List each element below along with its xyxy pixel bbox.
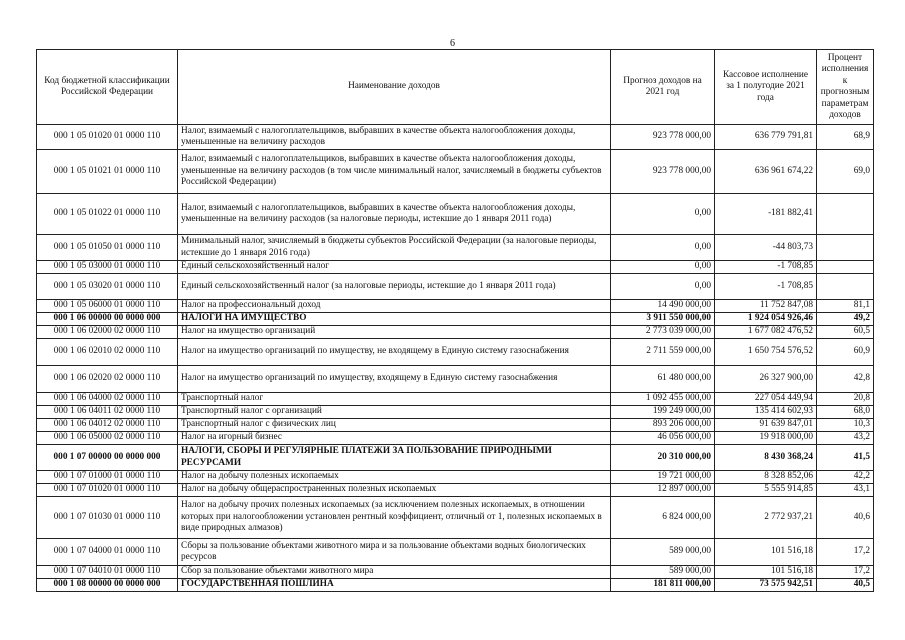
row-percent: 17,2 xyxy=(817,566,874,579)
row-forecast: 46 056 000,00 xyxy=(611,432,715,445)
table-row xyxy=(37,274,874,300)
row-actual: -1 708,85 xyxy=(715,261,817,274)
row-actual: -181 882,41 xyxy=(715,194,817,235)
row-percent: 41,5 xyxy=(817,445,874,471)
row-actual: 73 575 942,51 xyxy=(715,579,817,592)
row-code: 000 1 08 00000 00 0000 000 xyxy=(37,579,178,592)
row-code: 000 1 05 03020 01 0000 110 xyxy=(37,274,178,300)
row-forecast: 0,00 xyxy=(611,274,715,300)
row-name: Налог на добычу прочих полезных ископаемых (за исключением полезных ископаемых, в отношении которых при налогообложении установлен рентный коэффициент, отличный от 1, полезных ископаемых в виде природных алмазов) xyxy=(178,497,611,539)
table-row xyxy=(37,235,874,261)
row-actual: 2 772 937,21 xyxy=(715,497,817,539)
row-actual: 636 961 674,22 xyxy=(715,150,817,194)
row-forecast: 0,00 xyxy=(611,261,715,274)
row-actual: 91 639 847,01 xyxy=(715,419,817,432)
row-forecast: 61 480 000,00 xyxy=(611,366,715,393)
row-percent: 43,1 xyxy=(817,484,874,497)
table-row xyxy=(37,579,874,592)
row-percent xyxy=(817,194,874,235)
row-forecast: 3 911 550 000,00 xyxy=(611,313,715,326)
row-actual: 26 327 900,00 xyxy=(715,366,817,393)
table-row xyxy=(37,150,874,194)
row-forecast: 6 824 000,00 xyxy=(611,497,715,539)
row-percent: 40,6 xyxy=(817,497,874,539)
row-code: 000 1 07 01000 01 0000 110 xyxy=(37,471,178,484)
row-code: 000 1 06 02010 02 0000 110 xyxy=(37,339,178,366)
table-row xyxy=(37,339,874,366)
row-name: Налог на имущество организаций по имуществу, входящему в Единую систему газоснабжения xyxy=(178,366,611,393)
row-name: Сбор за пользование объектами животного мира xyxy=(178,566,611,579)
table-row xyxy=(37,125,874,150)
table-body xyxy=(37,125,874,592)
row-percent: 49,2 xyxy=(817,313,874,326)
row-code: 000 1 06 04000 02 0000 110 xyxy=(37,393,178,406)
table-row xyxy=(37,497,874,539)
table-row xyxy=(37,194,874,235)
table-row xyxy=(37,445,874,471)
table-row xyxy=(37,326,874,339)
header-code: Код бюджетной классификации Российской Федерации xyxy=(37,50,178,125)
row-forecast: 2 773 039 000,00 xyxy=(611,326,715,339)
header-forecast: Прогноз доходов на 2021 год xyxy=(611,50,715,125)
row-name: Налог, взимаемый с налогоплательщиков, выбравших в качестве объекта налогообложения доходы, уменьшенные на величину расходов (в том числе минимальный налог, зачисляемый в бюджеты субъектов Российской Федерации) xyxy=(178,150,611,194)
table-row xyxy=(37,393,874,406)
row-percent xyxy=(817,235,874,261)
row-percent: 81,1 xyxy=(817,300,874,313)
row-name: НАЛОГИ НА ИМУЩЕСТВО xyxy=(178,313,611,326)
row-name: ГОСУДАРСТВЕННАЯ ПОШЛИНА xyxy=(178,579,611,592)
row-forecast: 20 310 000,00 xyxy=(611,445,715,471)
header-name: Наименование доходов xyxy=(178,50,611,125)
row-name: Налог на добычу общераспространенных полезных ископаемых xyxy=(178,484,611,497)
row-name: Транспортный налог xyxy=(178,393,611,406)
row-forecast: 199 249 000,00 xyxy=(611,406,715,419)
row-code: 000 1 05 01050 01 0000 110 xyxy=(37,235,178,261)
table-row xyxy=(37,566,874,579)
row-forecast: 923 778 000,00 xyxy=(611,125,715,150)
row-code: 000 1 05 06000 01 0000 110 xyxy=(37,300,178,313)
row-actual: 5 555 914,85 xyxy=(715,484,817,497)
row-actual: -1 708,85 xyxy=(715,274,817,300)
row-percent xyxy=(817,274,874,300)
row-actual: 1 924 054 926,46 xyxy=(715,313,817,326)
row-actual: 11 752 847,08 xyxy=(715,300,817,313)
row-percent: 20,8 xyxy=(817,393,874,406)
row-name: Налог на добычу полезных ископаемых xyxy=(178,471,611,484)
row-code: 000 1 06 04012 02 0000 110 xyxy=(37,419,178,432)
row-code: 000 1 06 02020 02 0000 110 xyxy=(37,366,178,393)
row-percent: 43,2 xyxy=(817,432,874,445)
row-code: 000 1 06 02000 02 0000 110 xyxy=(37,326,178,339)
table-row xyxy=(37,366,874,393)
table-row xyxy=(37,313,874,326)
row-percent: 68,9 xyxy=(817,125,874,150)
row-forecast: 14 490 000,00 xyxy=(611,300,715,313)
row-percent: 60,5 xyxy=(817,326,874,339)
row-actual: 101 516,18 xyxy=(715,539,817,566)
row-forecast: 1 092 455 000,00 xyxy=(611,393,715,406)
table-row xyxy=(37,539,874,566)
row-forecast: 0,00 xyxy=(611,194,715,235)
table-row xyxy=(37,471,874,484)
row-name: Единый сельскохозяйственный налог xyxy=(178,261,611,274)
row-actual: 19 918 000,00 xyxy=(715,432,817,445)
row-actual: 101 516,18 xyxy=(715,566,817,579)
row-name: Налог, взимаемый с налогоплательщиков, выбравших в качестве объекта налогообложения доходы, уменьшенные на величину расходов (за налоговые периоды, истекшие до 1 января 2011 года) xyxy=(178,194,611,235)
row-percent: 42,8 xyxy=(817,366,874,393)
revenue-table xyxy=(36,49,874,592)
row-actual: 8 430 368,24 xyxy=(715,445,817,471)
row-actual: 1 677 082 476,52 xyxy=(715,326,817,339)
row-code: 000 1 05 01021 01 0000 110 xyxy=(37,150,178,194)
row-code: 000 1 06 05000 02 0000 110 xyxy=(37,432,178,445)
table-row xyxy=(37,484,874,497)
row-code: 000 1 07 04010 01 0000 110 xyxy=(37,566,178,579)
row-actual: -44 803,73 xyxy=(715,235,817,261)
row-percent: 60,9 xyxy=(817,339,874,366)
row-percent: 69,0 xyxy=(817,150,874,194)
row-name: Единый сельскохозяйственный налог (за налоговые периоды, истекшие до 1 января 2011 года) xyxy=(178,274,611,300)
row-name: Налог на игорный бизнес xyxy=(178,432,611,445)
row-actual: 135 414 602,93 xyxy=(715,406,817,419)
row-name: Минимальный налог, зачисляемый в бюджеты субъектов Российской Федерации (за налоговые периоды, истекшие до 1 января 2016 года) xyxy=(178,235,611,261)
row-code: 000 1 05 01022 01 0000 110 xyxy=(37,194,178,235)
header-percent: Процент исполнения к прогнозным параметрам доходов xyxy=(817,50,874,125)
row-forecast: 19 721 000,00 xyxy=(611,471,715,484)
page-number: 6 xyxy=(450,38,455,49)
row-name: Сборы за пользование объектами животного мира и за пользование объектами водных биологических ресурсов xyxy=(178,539,611,566)
row-code: 000 1 07 00000 00 0000 000 xyxy=(37,445,178,471)
table-row xyxy=(37,300,874,313)
row-percent: 17,2 xyxy=(817,539,874,566)
row-actual: 227 054 449,94 xyxy=(715,393,817,406)
row-code: 000 1 06 04011 02 0000 110 xyxy=(37,406,178,419)
row-forecast: 589 000,00 xyxy=(611,566,715,579)
row-name: Налог на имущество организаций xyxy=(178,326,611,339)
header-row xyxy=(37,50,874,125)
row-code: 000 1 05 03000 01 0000 110 xyxy=(37,261,178,274)
row-name: НАЛОГИ, СБОРЫ И РЕГУЛЯРНЫЕ ПЛАТЕЖИ ЗА ПОЛЬЗОВАНИЕ ПРИРОДНЫМИ РЕСУРСАМИ xyxy=(178,445,611,471)
row-actual: 8 328 852,06 xyxy=(715,471,817,484)
row-actual: 1 650 754 576,52 xyxy=(715,339,817,366)
row-actual: 636 779 791,81 xyxy=(715,125,817,150)
row-code: 000 1 06 00000 00 0000 000 xyxy=(37,313,178,326)
row-name: Транспортный налог с организаций xyxy=(178,406,611,419)
table-row xyxy=(37,261,874,274)
row-code: 000 1 07 01020 01 0000 110 xyxy=(37,484,178,497)
row-code: 000 1 07 01030 01 0000 110 xyxy=(37,497,178,539)
row-forecast: 181 811 000,00 xyxy=(611,579,715,592)
row-forecast: 12 897 000,00 xyxy=(611,484,715,497)
row-forecast: 2 711 559 000,00 xyxy=(611,339,715,366)
table-row xyxy=(37,419,874,432)
row-name: Налог на профессиональный доход xyxy=(178,300,611,313)
table-row xyxy=(37,432,874,445)
row-code: 000 1 07 04000 01 0000 110 xyxy=(37,539,178,566)
row-name: Налог на имущество организаций по имуществу, не входящему в Единую систему газоснабжения xyxy=(178,339,611,366)
row-forecast: 893 206 000,00 xyxy=(611,419,715,432)
row-forecast: 589 000,00 xyxy=(611,539,715,566)
row-percent xyxy=(817,261,874,274)
row-code: 000 1 05 01020 01 0000 110 xyxy=(37,125,178,150)
row-forecast: 923 778 000,00 xyxy=(611,150,715,194)
row-forecast: 0,00 xyxy=(611,235,715,261)
row-percent: 68,0 xyxy=(817,406,874,419)
row-name: Налог, взимаемый с налогоплательщиков, выбравших в качестве объекта налогообложения доходы, уменьшенные на величину расходов xyxy=(178,125,611,150)
row-percent: 42,2 xyxy=(817,471,874,484)
header-actual: Кассовое исполнение за 1 полугодие 2021 года xyxy=(715,50,817,125)
row-percent: 40,5 xyxy=(817,579,874,592)
table-row xyxy=(37,406,874,419)
row-name: Транспортный налог с физических лиц xyxy=(178,419,611,432)
row-percent: 10,3 xyxy=(817,419,874,432)
